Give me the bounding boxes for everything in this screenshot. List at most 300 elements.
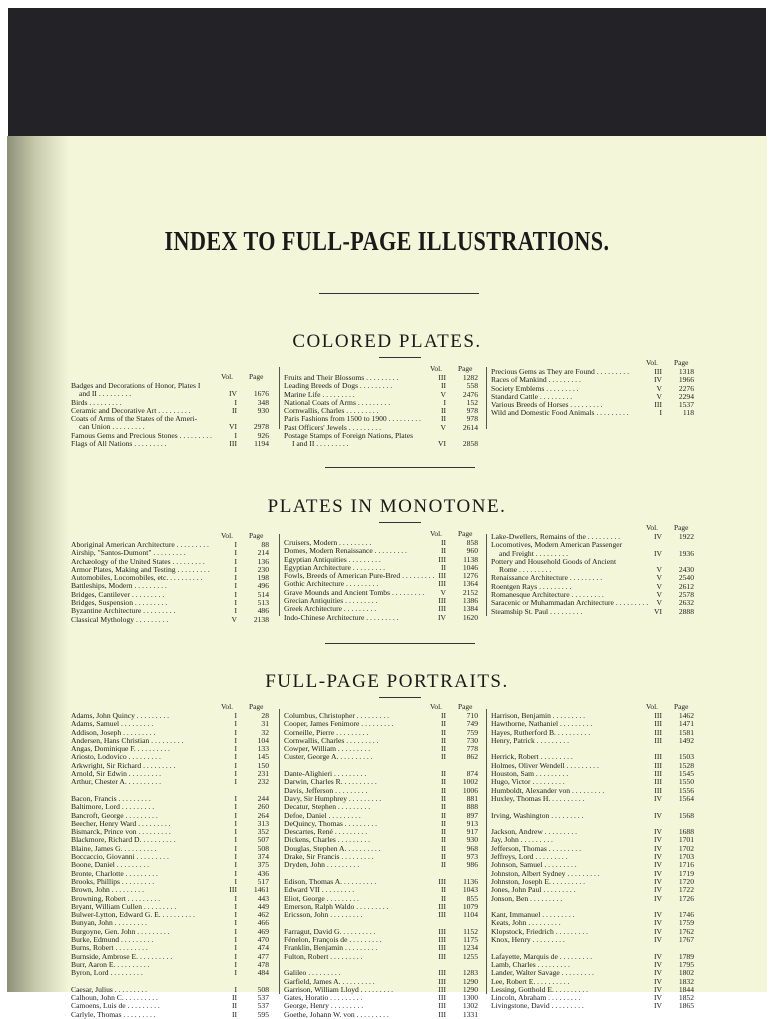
entry-volume: I <box>234 876 237 886</box>
entry-page: 1290 <box>462 976 478 986</box>
entry-name: Jeffreys, Lord . . . . . . . . . <box>491 852 568 862</box>
entry-name: Hayes, Rutherford B. . . . . . . . . . <box>491 727 591 737</box>
entry-page: 1002 <box>462 777 478 787</box>
entry-name: Corneille, Pierre . . . . . . . . . <box>284 727 369 737</box>
entry-page: 1331 <box>462 1009 478 1019</box>
entry-name: Farragut, David G. . . . . . . . . . <box>284 926 376 936</box>
entry-name: Birds . . . . . . . . . <box>71 397 122 407</box>
entry-name: Fulton, Robert . . . . . . . . . <box>284 951 363 961</box>
entry-volume: I <box>234 760 237 770</box>
entry-page: 1716 <box>678 860 694 870</box>
entry-name: Gothic Architecture . . . . . . . . . <box>284 579 379 589</box>
entry-name: Lee, Robert E. . . . . . . . . . <box>491 976 570 986</box>
entry-volume: II <box>440 562 446 572</box>
entry-page: 960 <box>466 546 478 556</box>
entry-name: Johnston, Albert Sydney . . . . . . . . . <box>491 868 600 878</box>
entry-name: Irving, Washington . . . . . . . . . <box>491 810 584 820</box>
entry-page: 1581 <box>678 727 694 737</box>
entry-volume: I <box>234 769 237 779</box>
entry-page: 537 <box>257 993 269 1003</box>
index-entry <box>284 911 480 919</box>
entry-volume: II <box>440 381 446 391</box>
entry-name: Decatur, Stephen . . . . . . . . . <box>284 802 371 812</box>
entry-volume: V <box>440 422 446 432</box>
entry-volume: II <box>440 777 446 787</box>
section-heading-plates-in-monotone: PLATES IN MONOTONE. <box>267 496 507 517</box>
entry-page: 917 <box>466 827 478 837</box>
entry-volume: I <box>234 727 237 737</box>
entry-volume: I <box>234 818 237 828</box>
entry-page: 1865 <box>678 1001 694 1011</box>
entry-name: Famous Gems and Precious Stones . . . . . . . . . <box>71 430 212 440</box>
entry-name: Harrison, Benjamin . . . . . . . . . <box>491 711 586 720</box>
index-column <box>491 703 696 1011</box>
entry-name: and II . . . . . . . . . <box>79 389 132 399</box>
entry-name: Emerson, Ralph Waldo . . . . . . . . . <box>284 901 389 911</box>
entry-volume: II <box>231 993 237 1003</box>
entry-name: Locomotives, Modern American Passenger <box>491 540 623 550</box>
entry-name: Adams, Samuel . . . . . . . . . <box>71 719 154 729</box>
entry-volume: I <box>234 926 237 936</box>
entry-name: Jay, John . . . . . . . . . <box>491 835 553 845</box>
section-underline <box>379 522 421 523</box>
entry-page: 1762 <box>678 926 694 936</box>
entry-name: Rome . . . . . . . . . <box>499 565 552 575</box>
entry-volume: II <box>440 414 446 424</box>
entry-page: 1255 <box>462 951 478 961</box>
entry-name: Precious Gems as They are Found . . . . . . . . . <box>491 367 630 376</box>
entry-volume: I <box>234 581 237 591</box>
entry-page: 1043 <box>462 885 478 895</box>
entry-name: Keats, John . . . . . . . . . <box>491 918 561 928</box>
entry-name: I and II . . . . . . . . . <box>292 439 349 449</box>
entry-page: 1384 <box>462 604 478 614</box>
entry-page: 978 <box>466 406 478 416</box>
entry-page: 1966 <box>678 375 694 385</box>
entry-volume: I <box>234 943 237 953</box>
entry-page: 913 <box>466 818 478 828</box>
entry-name: Byzantine Architecture . . . . . . . . . <box>71 606 176 616</box>
entry-name: Drake, Sir Francis . . . . . . . . . <box>284 852 374 862</box>
entry-name: Ceramic and Decorative Art . . . . . . . . . <box>71 405 191 415</box>
entry-page: 2294 <box>678 391 694 401</box>
entry-name: Blackmore, Richard D. . . . . . . . . . <box>71 835 176 845</box>
entry-page: 1702 <box>678 843 694 853</box>
entry-page: 1175 <box>463 935 478 945</box>
entry-page: 152 <box>466 397 478 407</box>
index-entry <box>71 778 271 786</box>
section-heading-colored-plates: COLORED PLATES. <box>292 331 482 352</box>
entry-volume: IV <box>653 843 662 853</box>
index-entry <box>491 409 696 417</box>
vol-header: Vol. <box>646 702 658 711</box>
entry-name: Davy, Sir Humphrey . . . . . . . . . <box>284 793 382 803</box>
entry-page: 1789 <box>678 951 694 961</box>
entry-page: 1138 <box>463 554 478 564</box>
entry-volume: IV <box>653 984 662 994</box>
entry-volume: II <box>440 810 446 820</box>
entry-page: 1503 <box>678 752 694 762</box>
entry-name: Coats of Arms of the States of the Ameri- <box>71 414 198 424</box>
entry-page: 749 <box>466 719 478 729</box>
entry-volume: III <box>654 719 662 729</box>
entry-volume: II <box>440 406 446 416</box>
entry-page: 2612 <box>678 581 694 591</box>
entry-page: 198 <box>257 573 269 583</box>
entry-volume: III <box>654 769 662 779</box>
entry-name: Baltimore, Lord . . . . . . . . . <box>71 802 155 812</box>
entry-name: Brooks, Phillips . . . . . . . . . <box>71 876 155 886</box>
entry-volume: II <box>440 735 446 745</box>
entry-name: Postage Stamps of Foreign Nations, Plates <box>284 431 414 441</box>
entry-volume: III <box>654 711 662 720</box>
entry-volume: I <box>234 868 237 878</box>
entry-volume: IV <box>653 918 662 928</box>
entry-name: Burnside, Ambrose E. . . . . . . . . . <box>71 951 173 961</box>
entry-page: 1386 <box>462 596 478 606</box>
entry-volume: I <box>234 959 237 969</box>
index-entry <box>491 608 696 616</box>
entry-volume: III <box>438 571 446 581</box>
entry-name: Browning, Robert . . . . . . . . . <box>71 893 161 903</box>
entry-page: 1620 <box>462 612 478 622</box>
index-column <box>71 373 271 448</box>
entry-volume: II <box>231 1001 237 1011</box>
entry-volume: V <box>656 391 662 401</box>
entry-name: Blaine, James G. . . . . . . . . . <box>71 843 157 853</box>
entry-name: Bulwer-Lytton, Edward G. E. . . . . . . . . . <box>71 910 195 920</box>
entry-page: 1746 <box>678 910 694 920</box>
entry-name: Fénelon, François de . . . . . . . . . <box>284 935 382 945</box>
index-entry <box>284 440 480 448</box>
entry-name: Kant, Immanuel . . . . . . . . . <box>491 910 575 920</box>
entry-name: Boccaccio, Giovanni . . . . . . . . . <box>71 852 169 862</box>
entry-volume: IV <box>653 876 662 886</box>
index-entry <box>491 895 696 903</box>
entry-volume: II <box>440 893 446 903</box>
entry-name: Society Emblems . . . . . . . . . <box>491 383 579 393</box>
entry-volume: V <box>231 614 237 624</box>
entry-page: 1802 <box>678 968 694 978</box>
entry-volume: II <box>440 827 446 837</box>
column-separator <box>279 709 280 994</box>
entry-page: 973 <box>466 852 478 862</box>
entry-name: Hugo, Victor . . . . . . . . . <box>491 777 565 787</box>
entry-page: 260 <box>257 802 269 812</box>
entry-volume: III <box>438 901 446 911</box>
entry-name: Byron, Lord . . . . . . . . . <box>71 968 143 978</box>
entry-name: Jones, John Paul . . . . . . . . . <box>491 885 576 895</box>
index-entry <box>71 1011 271 1019</box>
entry-page: 978 <box>466 414 478 424</box>
vol-header: Vol. <box>646 358 658 367</box>
entry-name: Klopstock, Friedrich . . . . . . . . . <box>491 926 589 936</box>
entry-page: 484 <box>257 968 269 978</box>
entry-volume: I <box>234 860 237 870</box>
entry-name: Calhoun, John C. . . . . . . . . . <box>71 993 158 1003</box>
entry-volume: III <box>654 760 662 770</box>
entry-volume: IV <box>653 976 662 986</box>
entry-page: 855 <box>466 893 478 903</box>
entry-page: 930 <box>466 835 478 845</box>
entry-name: Flags of All Nations . . . . . . . . . <box>71 439 167 449</box>
entry-page: 150 <box>257 760 269 770</box>
entry-page: 1283 <box>462 968 478 978</box>
entry-volume: III <box>438 976 446 986</box>
entry-name: Galileo . . . . . . . . . <box>284 968 341 978</box>
entry-name: Adams, John Quincy . . . . . . . . . <box>71 711 170 720</box>
entry-volume: I <box>234 827 237 837</box>
entry-volume: I <box>234 951 237 961</box>
entry-name: Cowper, William . . . . . . . . . <box>284 744 371 754</box>
entry-page: 595 <box>257 1009 269 1019</box>
entry-page: 1545 <box>678 769 694 779</box>
entry-volume: I <box>234 968 237 978</box>
entry-page: 508 <box>257 843 269 853</box>
entry-page: 1537 <box>678 400 694 410</box>
entry-name: Cornwallis, Charles . . . . . . . . . <box>284 735 379 745</box>
entry-name: Classical Mythology . . . . . . . . . <box>71 614 169 624</box>
entry-name: Burgoyne, Gen. John . . . . . . . . . <box>71 926 170 936</box>
entry-volume: I <box>234 573 237 583</box>
entry-name: Leading Breeds of Dogs . . . . . . . . . <box>284 381 393 391</box>
entry-volume: I <box>234 606 237 616</box>
entry-name: Burr, Aaron E. . . . . . . . . . <box>71 959 150 969</box>
entry-page: 508 <box>257 984 269 994</box>
entry-volume: II <box>440 752 446 762</box>
entry-page: 2578 <box>678 590 694 600</box>
entry-name: Huxley, Thomas H. . . . . . . . . . <box>491 793 585 803</box>
entry-volume: III <box>438 876 446 886</box>
entry-page: 2540 <box>678 573 694 583</box>
entry-volume: IV <box>653 1001 662 1011</box>
entry-volume: I <box>234 752 237 762</box>
entry-name: Domes, Modern Renaissance . . . . . . . . . <box>284 546 407 556</box>
entry-name: Goethe, Johann W. von . . . . . . . . . <box>284 1009 389 1019</box>
column-separator <box>279 534 280 616</box>
entry-volume: I <box>234 843 237 853</box>
entry-name: Burke, Edmund . . . . . . . . . <box>71 935 154 945</box>
index-entry <box>284 953 480 961</box>
entry-volume: I <box>234 556 237 566</box>
entry-volume: IV <box>653 885 662 895</box>
entry-name: Lamb, Charles . . . . . . . . . <box>491 959 570 969</box>
index-column <box>491 359 696 418</box>
vol-header: Vol. <box>430 702 442 711</box>
entry-page: 31 <box>261 719 269 729</box>
entry-name: Egyptian Antiquities . . . . . . . . . <box>284 554 381 564</box>
entry-volume: IV <box>653 793 662 803</box>
entry-volume: V <box>440 389 446 399</box>
entry-name: Jefferson, Thomas . . . . . . . . . <box>491 843 581 853</box>
entry-page: 1194 <box>254 439 269 449</box>
entry-volume: I <box>234 935 237 945</box>
page-header: Page <box>458 364 473 373</box>
entry-page: 730 <box>466 735 478 745</box>
entry-name: Various Breeds of Horses . . . . . . . . . <box>491 400 603 410</box>
entry-page: 462 <box>257 910 269 920</box>
entry-page: 1726 <box>678 893 694 903</box>
page-header: Page <box>458 529 473 538</box>
entry-name: Bridges, Cantilever . . . . . . . . . <box>71 589 165 599</box>
vol-header: Vol. <box>646 523 658 532</box>
entry-name: Dickens, Charles . . . . . . . . . <box>284 835 371 845</box>
entry-page: 1852 <box>678 993 694 1003</box>
entry-name: and Freight . . . . . . . . . <box>499 548 568 558</box>
page-gutter-shadow <box>7 136 69 992</box>
entry-volume: III <box>438 373 446 382</box>
entry-name: Airship, "Santos-Dumont" . . . . . . . . . <box>71 548 186 558</box>
index-column <box>491 524 696 616</box>
entry-name: Henry, Patrick . . . . . . . . . <box>491 735 569 745</box>
entry-page: 348 <box>257 397 269 407</box>
entry-page: 1720 <box>678 876 694 886</box>
entry-volume: I <box>234 893 237 903</box>
entry-volume: III <box>438 604 446 614</box>
entry-name: Cornwallis, Charles . . . . . . . . . <box>284 406 379 416</box>
entry-volume: I <box>234 548 237 558</box>
entry-name: Fruits and Their Blossoms . . . . . . . . . <box>284 373 399 382</box>
section-underline <box>379 357 421 358</box>
entry-volume: II <box>231 1009 237 1019</box>
entry-name: Wild and Domestic Food Animals . . . . . . . . . <box>491 408 629 418</box>
entry-name: Jackson, Andrew . . . . . . . . . <box>491 827 578 837</box>
entry-volume: III <box>438 579 446 589</box>
entry-volume: I <box>234 430 237 440</box>
entry-page: 1492 <box>678 735 694 745</box>
entry-volume: III <box>438 993 446 1003</box>
entry-name: Romanesque Architecture . . . . . . . . . <box>491 590 604 600</box>
entry-page: 507 <box>257 835 269 845</box>
index-entry <box>71 440 271 448</box>
entry-name: Johnston, Joseph E. . . . . . . . . . <box>491 876 586 886</box>
entry-name: Boone, Daniel . . . . . . . . . <box>71 860 150 870</box>
entry-name: Houston, Sam . . . . . . . . . <box>491 769 569 779</box>
entry-name: Custer, George A. . . . . . . . . . <box>284 752 373 762</box>
entry-page: 104 <box>257 735 269 745</box>
index-entry <box>284 1011 480 1019</box>
entry-page: 1104 <box>463 910 478 920</box>
entry-volume: II <box>440 793 446 803</box>
entry-volume: I <box>234 835 237 845</box>
entry-page: 517 <box>257 876 269 886</box>
entry-page: 1722 <box>678 885 694 895</box>
entry-page: 986 <box>466 860 478 870</box>
entry-page: 1767 <box>678 935 694 945</box>
page-title: INDEX TO FULL-PAGE ILLUSTRATIONS. <box>164 226 610 256</box>
entry-page: 232 <box>257 777 269 787</box>
entry-page: 32 <box>261 727 269 737</box>
entry-name: Arkwright, Sir Richard . . . . . . . . . <box>71 760 176 770</box>
entry-name: Standard Cattle . . . . . . . . . <box>491 391 573 401</box>
entry-name: Cruisers, Modern . . . . . . . . . <box>284 538 372 547</box>
entry-volume: II <box>440 546 446 556</box>
entry-name: Paris Fashions from 1500 to 1900 . . . . . . . . . <box>284 414 421 424</box>
entry-name: Ariosto, Lodovico . . . . . . . . . <box>71 752 161 762</box>
entry-name: Lake-Dwellers, Remains of the . . . . . . . . . <box>491 532 621 541</box>
entry-volume: I <box>234 793 237 803</box>
entry-volume: VI <box>228 422 237 432</box>
entry-page: 710 <box>466 711 478 720</box>
entry-volume: V <box>656 573 662 583</box>
entry-name: Races of Mankind . . . . . . . . . <box>491 375 581 385</box>
entry-volume: III <box>654 752 662 762</box>
index-column <box>71 532 271 624</box>
entry-page: 477 <box>257 951 269 961</box>
entry-name: Eliot, George . . . . . . . . . <box>284 893 359 903</box>
index-entry <box>284 753 480 761</box>
entry-name: Aboriginal American Architecture . . . . . . . . . <box>71 540 209 549</box>
entry-volume: III <box>438 943 446 953</box>
entry-page: 2632 <box>678 598 694 608</box>
entry-volume: III <box>654 400 662 410</box>
entry-volume: V <box>656 598 662 608</box>
entry-volume: V <box>656 581 662 591</box>
entry-volume: I <box>234 802 237 812</box>
entry-volume: IV <box>653 860 662 870</box>
vol-header: Vol. <box>221 702 233 711</box>
entry-name: Gates, Horatio . . . . . . . . . <box>284 993 363 1003</box>
entry-volume: I <box>234 901 237 911</box>
entry-page: 2276 <box>678 383 694 393</box>
entry-name: George, Henry . . . . . . . . . <box>284 1001 364 1011</box>
entry-page: 1844 <box>678 984 694 994</box>
entry-volume: I <box>234 777 237 787</box>
section-divider <box>325 643 475 644</box>
entry-volume: III <box>654 735 662 745</box>
entry-volume: IV <box>653 868 662 878</box>
entry-page: 436 <box>257 868 269 878</box>
entry-page: 118 <box>682 408 694 418</box>
entry-name: Automobiles, Locomobiles, etc. . . . . . . . . . <box>71 573 203 583</box>
index-entry <box>491 812 696 820</box>
entry-volume: IV <box>653 835 662 845</box>
entry-volume: III <box>438 1009 446 1019</box>
entry-name: Carlyle, Thomas . . . . . . . . . <box>71 1009 156 1019</box>
vol-header: Vol. <box>430 529 442 538</box>
entry-page: 862 <box>466 752 478 762</box>
entry-name: Lincoln, Abraham . . . . . . . . . <box>491 993 581 1003</box>
entry-page: 1234 <box>462 943 478 953</box>
entry-name: Renaissance Architecture . . . . . . . . . <box>491 573 603 583</box>
entry-name: Burns, Robert . . . . . . . . . <box>71 943 148 953</box>
entry-volume: IV <box>653 893 662 903</box>
entry-volume: III <box>654 367 662 376</box>
entry-page: 1302 <box>462 1001 478 1011</box>
entry-name: Bronte, Charlotte . . . . . . . . . <box>71 868 158 878</box>
entry-volume: II <box>440 852 446 862</box>
entry-volume: V <box>656 565 662 575</box>
entry-volume: IV <box>437 612 446 622</box>
entry-page: 897 <box>466 810 478 820</box>
entry-name: Livingstone, David . . . . . . . . . <box>491 1001 584 1011</box>
entry-page: 2978 <box>253 422 269 432</box>
entry-volume: IV <box>653 968 662 978</box>
entry-page: 1759 <box>678 918 694 928</box>
entry-page: 375 <box>257 860 269 870</box>
entry-volume: II <box>440 744 446 754</box>
entry-name: Pottery and Household Goods of Ancient <box>491 556 617 566</box>
entry-name: Edison, Thomas A. . . . . . . . . . <box>284 876 377 886</box>
entry-name: Cooper, James Fenimore . . . . . . . . . <box>284 719 394 729</box>
entry-name: Lessing, Gotthold E. . . . . . . . . . <box>491 984 589 994</box>
entry-page: 374 <box>257 852 269 862</box>
entry-page: 1462 <box>678 711 694 720</box>
column-separator <box>486 534 487 616</box>
entry-page: 469 <box>257 926 269 936</box>
entry-page: 930 <box>257 405 269 415</box>
entry-volume: II <box>440 727 446 737</box>
